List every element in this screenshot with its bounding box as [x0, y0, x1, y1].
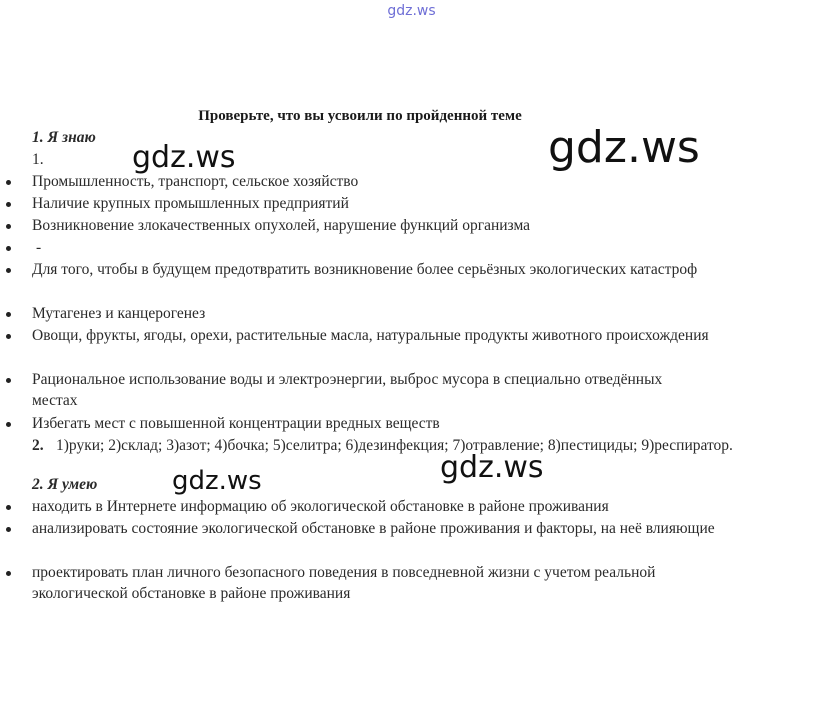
bullet-dot [6, 422, 11, 427]
bullet-dot [6, 202, 11, 207]
list-item: Избегать мест с повышенной концентрации вредных веществ [32, 415, 440, 432]
page-title: Проверьте, что вы усвоили по пройденной теме [198, 108, 522, 124]
bullet-dot [6, 268, 11, 273]
list-item: Для того, чтобы в будущем предотвратить возникновение более серьёзных экологических катастроф [32, 261, 698, 278]
list-item: Рациональное использование воды и электроэнергии, выброс мусора в специально отведённых местах [32, 371, 663, 409]
answer-2-number: 2. [32, 437, 44, 454]
list-item: Наличие крупных промышленных предприятий [32, 195, 349, 212]
bullet-dot [6, 571, 11, 576]
bullet-dot [6, 378, 11, 383]
top-watermark: gdz.ws [387, 3, 436, 19]
list-item: Возникновение злокачественных опухолей, нарушение функций организма [32, 217, 531, 234]
bullet-dot [6, 527, 11, 532]
list-item: анализировать состояние экологической обстановке в районе проживания и факторы, на неё влияющие [32, 520, 715, 537]
list-item: Овощи, фрукты, ягоды, орехи, растительные масла, натуральные продукты животного происхождения [32, 327, 709, 344]
answer-2-text: 1)руки; 2)склад; 3)азот; 4)бочка; 5)селитра; 6)дезинфекция; 7)отравление; 8)пестициды; 9)респиратор. [56, 437, 733, 454]
bullet-dot [6, 312, 11, 317]
watermark: gdz.ws [548, 122, 700, 173]
list-item: Промышленность, транспорт, сельское хозяйство [32, 173, 359, 190]
list-item: - [36, 239, 42, 256]
list-item: Мутагенез и канцерогенез [32, 305, 206, 322]
section-heading-can: 2. Я умею [32, 476, 98, 493]
bullet-dot [6, 505, 11, 510]
list-item: проектировать план личного безопасного поведения в повседневной жизни с учетом реальной экологической обстановке в районе проживания [32, 564, 656, 602]
bullet-dot [6, 180, 11, 185]
section-heading-know: 1. Я знаю [32, 129, 96, 146]
watermark: gdz.ws [440, 450, 544, 485]
bullet-dot [6, 224, 11, 229]
bullet-dot [6, 246, 11, 251]
bullet-dot [6, 334, 11, 339]
watermark: gdz.ws [132, 140, 236, 175]
list-item: находить в Интернете информацию об экологической обстановке в районе проживания [32, 498, 609, 515]
watermark: gdz.ws [172, 466, 262, 496]
answer-1-number: 1. [32, 151, 44, 168]
